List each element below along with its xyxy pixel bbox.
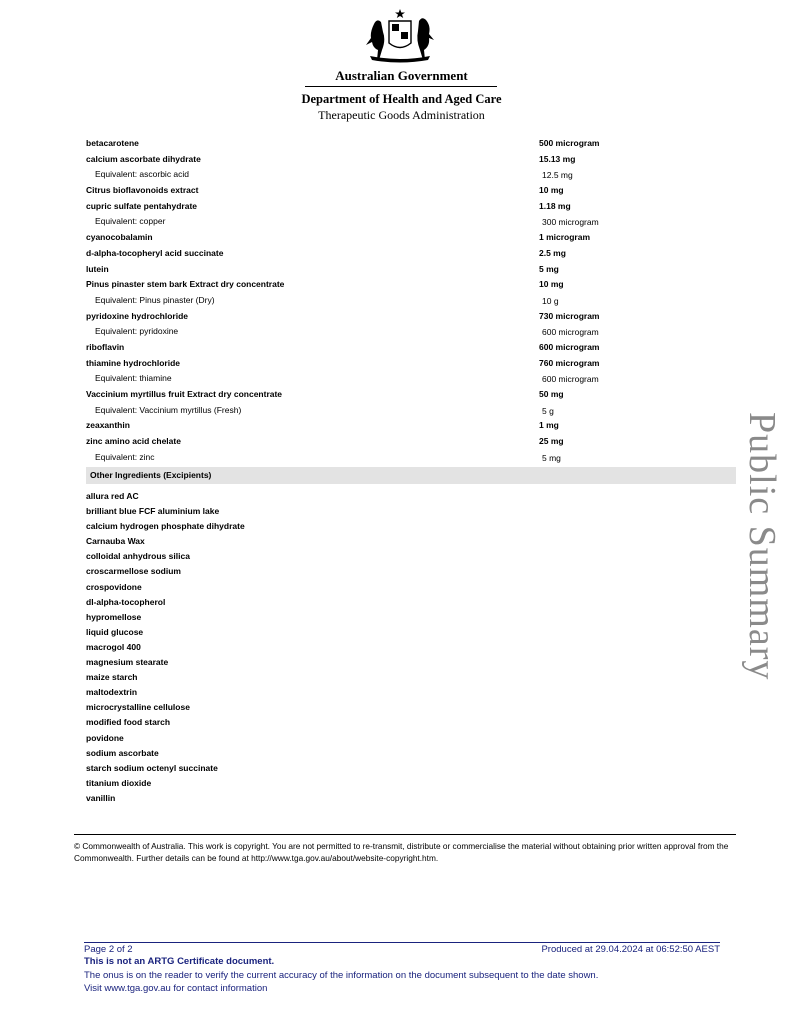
ingredient-row [86, 311, 738, 327]
equivalent-row [86, 373, 738, 389]
equivalent-row [86, 405, 738, 421]
public-summary-label: Public Summary [741, 412, 783, 681]
equivalent-quantity: 600 microgram [542, 374, 599, 385]
excipient-item: microcrystalline cellulose [86, 702, 190, 713]
ingredient-row [86, 154, 738, 170]
equivalent-name: Equivalent: thiamine [95, 373, 172, 384]
ingredient-quantity: 10 mg [539, 279, 564, 290]
excipient-item: povidone [86, 732, 124, 743]
ingredient-row [86, 358, 738, 374]
ingredient-name: riboflavin [86, 341, 125, 352]
excipient-item: liquid glucose [86, 626, 144, 637]
ingredient-name: thiamine hydrochloride [86, 357, 180, 368]
ingredient-quantity: 2.5 mg [539, 247, 566, 258]
equivalent-quantity: 5 g [542, 405, 554, 416]
excipient-item: calcium hydrogen phosphate dihydrate [86, 521, 245, 532]
active-ingredients-list [86, 138, 738, 467]
ingredient-row [86, 185, 738, 201]
equivalent-quantity: 12.5 mg [542, 170, 573, 181]
ingredient-name: Citrus bioflavonoids extract [86, 185, 199, 196]
ingredient-row [86, 232, 738, 248]
ingredient-row [86, 279, 738, 295]
equivalent-quantity: 600 microgram [542, 327, 599, 338]
ingredient-row [86, 342, 738, 358]
ingredient-quantity: 1 mg [539, 420, 559, 431]
excipient-item: crospovidone [86, 581, 142, 592]
equivalent-name: Equivalent: Vaccinium myrtillus (Fresh) [95, 404, 242, 415]
ingredient-row [86, 389, 738, 405]
ingredient-name: cyanocobalamin [86, 232, 153, 243]
ingredient-row [86, 201, 738, 217]
excipient-item: starch sodium octenyl succinate [86, 762, 218, 773]
coat-of-arms-logo [362, 8, 438, 64]
ingredient-name: Vaccinium myrtillus fruit Extract dry concentrate [86, 389, 283, 399]
ingredient-name: zeaxanthin [86, 420, 130, 431]
excipient-item: titanium dioxide [86, 777, 152, 788]
equivalent-quantity: 5 mg [542, 452, 561, 463]
equivalent-row [86, 452, 738, 468]
excipient-item: macrogol 400 [86, 641, 141, 652]
excipients-heading: Other Ingredients (Excipients) [90, 470, 212, 480]
ingredient-name: Pinus pinaster stem bark Extract dry concentrate [86, 279, 285, 290]
ingredient-quantity: 500 microgram [539, 138, 600, 148]
copyright-notice: © Commonwealth of Australia. This work is copyright. You are not permitted to re-transmit, distribute or commercialise the material without obtaining prior written approval from the Commonwealth. Further details can be found at http://www.tga.gov.au/about/website-copyright.htm. [74, 841, 729, 863]
equivalent-row [86, 295, 738, 311]
ingredient-row [86, 420, 738, 436]
agency-name: Therapeutic Goods Administration [318, 108, 485, 122]
equivalent-name: Equivalent: copper [95, 216, 166, 227]
ingredient-quantity: 1.18 mg [539, 200, 571, 211]
excipient-item: sodium ascorbate [86, 747, 159, 758]
copyright-divider [74, 834, 736, 835]
footer-divider [84, 942, 720, 943]
department-name: Department of Health and Aged Care [301, 92, 502, 106]
equivalent-name: Equivalent: pyridoxine [95, 326, 179, 337]
excipient-item: maize starch [86, 672, 138, 683]
excipient-item: dl-alpha-tocopherol [86, 596, 166, 607]
artg-notice: This is not an ARTG Certificate document. [84, 956, 275, 967]
excipients-section-header [86, 467, 736, 484]
ingredient-quantity: 50 mg [539, 389, 564, 399]
equivalent-name: Equivalent: zinc [95, 451, 155, 462]
ingredient-name: betacarotene [86, 138, 139, 148]
excipient-item: maltodextrin [86, 687, 138, 698]
equivalent-row [86, 169, 738, 185]
excipient-item: vanillin [86, 792, 116, 803]
ingredient-quantity: 1 microgram [539, 232, 591, 243]
ingredient-quantity: 5 mg [539, 263, 559, 274]
ingredient-name: pyridoxine hydrochloride [86, 310, 189, 321]
excipient-item: allura red AC [86, 491, 139, 501]
ingredient-name: lutein [86, 263, 109, 274]
excipient-item: magnesium stearate [86, 657, 169, 668]
excipient-item: brilliant blue FCF aluminium lake [86, 506, 220, 517]
excipient-item: Carnauba Wax [86, 536, 145, 547]
produced-timestamp: Produced at 29.04.2024 at 06:52:50 AEST [541, 944, 720, 955]
ingredient-row [86, 264, 738, 280]
ingredient-quantity: 15.13 mg [539, 153, 576, 164]
excipient-item: colloidal anhydrous silica [86, 551, 190, 562]
ingredient-quantity: 730 microgram [539, 310, 600, 321]
excipient-item: modified food starch [86, 717, 171, 728]
header-divider [305, 86, 497, 87]
excipient-item: croscarmellose sodium [86, 566, 181, 577]
equivalent-quantity: 10 g [542, 295, 559, 306]
ingredient-name: calcium ascorbate dihydrate [86, 153, 201, 164]
onus-notice: The onus is on the reader to verify the current accuracy of the information on the document subsequent to the date shown. [84, 970, 599, 981]
excipient-item: hypromellose [86, 611, 142, 622]
equivalent-name: Equivalent: Pinus pinaster (Dry) [95, 294, 215, 305]
ingredient-name: zinc amino acid chelate [86, 436, 181, 447]
government-title: Australian Government [335, 68, 468, 83]
ingredient-row [86, 138, 738, 154]
contact-info: Visit www.tga.gov.au for contact information [84, 983, 268, 994]
equivalent-quantity: 300 microgram [542, 217, 599, 228]
ingredient-name: cupric sulfate pentahydrate [86, 200, 198, 211]
ingredient-row [86, 436, 738, 452]
equivalent-name: Equivalent: ascorbic acid [95, 169, 190, 180]
equivalent-row [86, 216, 738, 232]
ingredient-quantity: 10 mg [539, 185, 564, 196]
ingredient-quantity: 25 mg [539, 436, 564, 447]
ingredient-row [86, 248, 738, 264]
equivalent-row [86, 326, 738, 342]
side-title [740, 412, 783, 742]
ingredient-name: d-alpha-tocopheryl acid succinate [86, 247, 224, 258]
ingredient-quantity: 760 microgram [539, 357, 600, 368]
page-number: Page 2 of 2 [84, 944, 133, 955]
excipients-list [86, 491, 586, 808]
ingredient-quantity: 600 microgram [539, 341, 600, 352]
